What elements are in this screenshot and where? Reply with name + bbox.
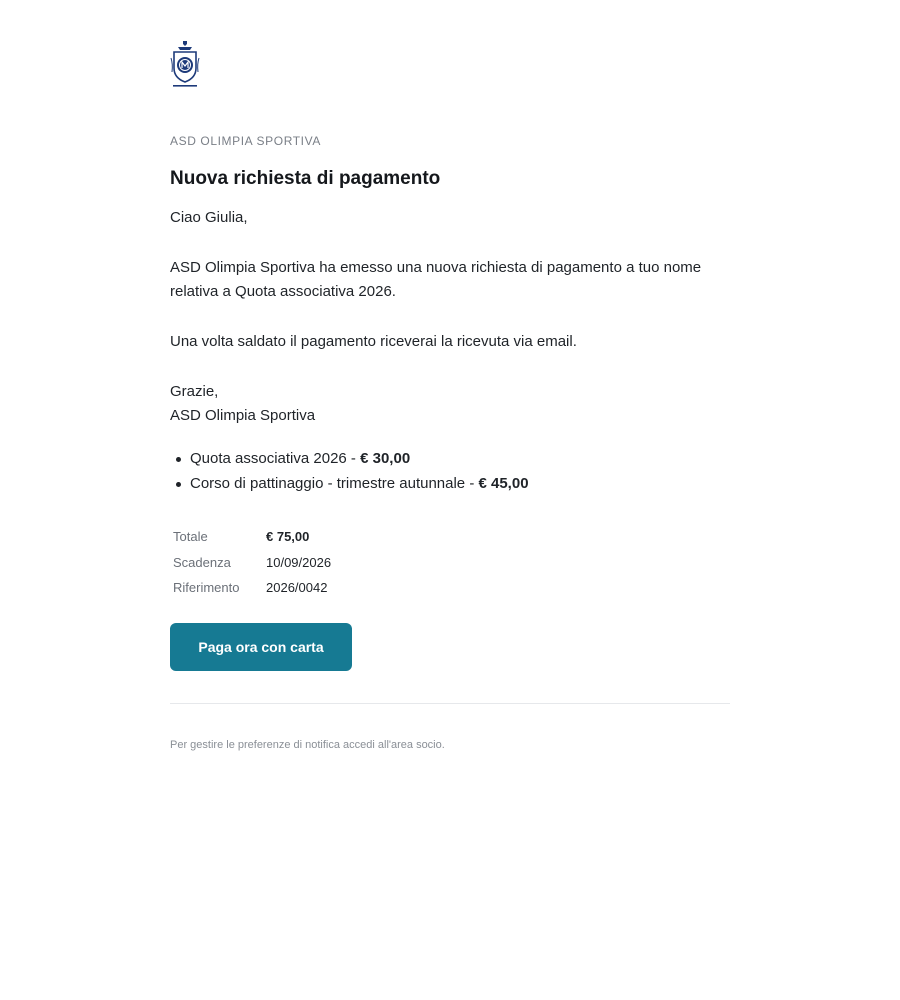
reference-value: 2026/0042 bbox=[266, 580, 328, 596]
item-amount: € 30,00 bbox=[360, 450, 411, 467]
club-crest-logo bbox=[170, 40, 200, 88]
pay-with-card-button[interactable]: Paga ora con carta bbox=[170, 623, 352, 671]
reference-label: Riferimento bbox=[173, 580, 240, 596]
email-title: Nuova richiesta di pagamento bbox=[170, 168, 441, 189]
table-row bbox=[173, 524, 331, 550]
due-date-value: 10/09/2026 bbox=[266, 554, 332, 570]
due-date-label: Scadenza bbox=[173, 554, 231, 570]
payment-summary-table bbox=[173, 524, 331, 601]
table-row bbox=[173, 550, 331, 576]
greeting: Ciao Giulia, bbox=[170, 209, 248, 226]
signoff-org: ASD Olimpia Sportiva bbox=[170, 407, 316, 424]
email-container bbox=[170, 0, 730, 751]
footer-divider bbox=[170, 703, 730, 704]
notification-preferences-note: Per gestire le preferenze di notifica accedi all'area socio. bbox=[170, 738, 445, 751]
total-label: Totale bbox=[173, 529, 208, 545]
list-item bbox=[176, 446, 730, 471]
item-amount: € 45,00 bbox=[478, 475, 529, 492]
signoff-thanks: Grazie, bbox=[170, 383, 219, 400]
line-items-list bbox=[170, 446, 730, 496]
org-label: ASD OLIMPIA SPORTIVA bbox=[170, 134, 321, 148]
item-description: Quota associativa 2026 - bbox=[190, 450, 361, 467]
list-item bbox=[176, 471, 730, 496]
table-row bbox=[173, 575, 331, 601]
body-paragraph-receipt: Una volta saldato il pagamento riceverai la ricevuta via email. bbox=[170, 333, 577, 350]
item-description: Corso di pattinaggio - trimestre autunnale - bbox=[190, 475, 479, 492]
total-value: € 75,00 bbox=[266, 529, 310, 545]
body-paragraph-request: ASD Olimpia Sportiva ha emesso una nuova richiesta di pagamento a tuo nome relativa a Quota associativa 2026. bbox=[170, 259, 702, 300]
